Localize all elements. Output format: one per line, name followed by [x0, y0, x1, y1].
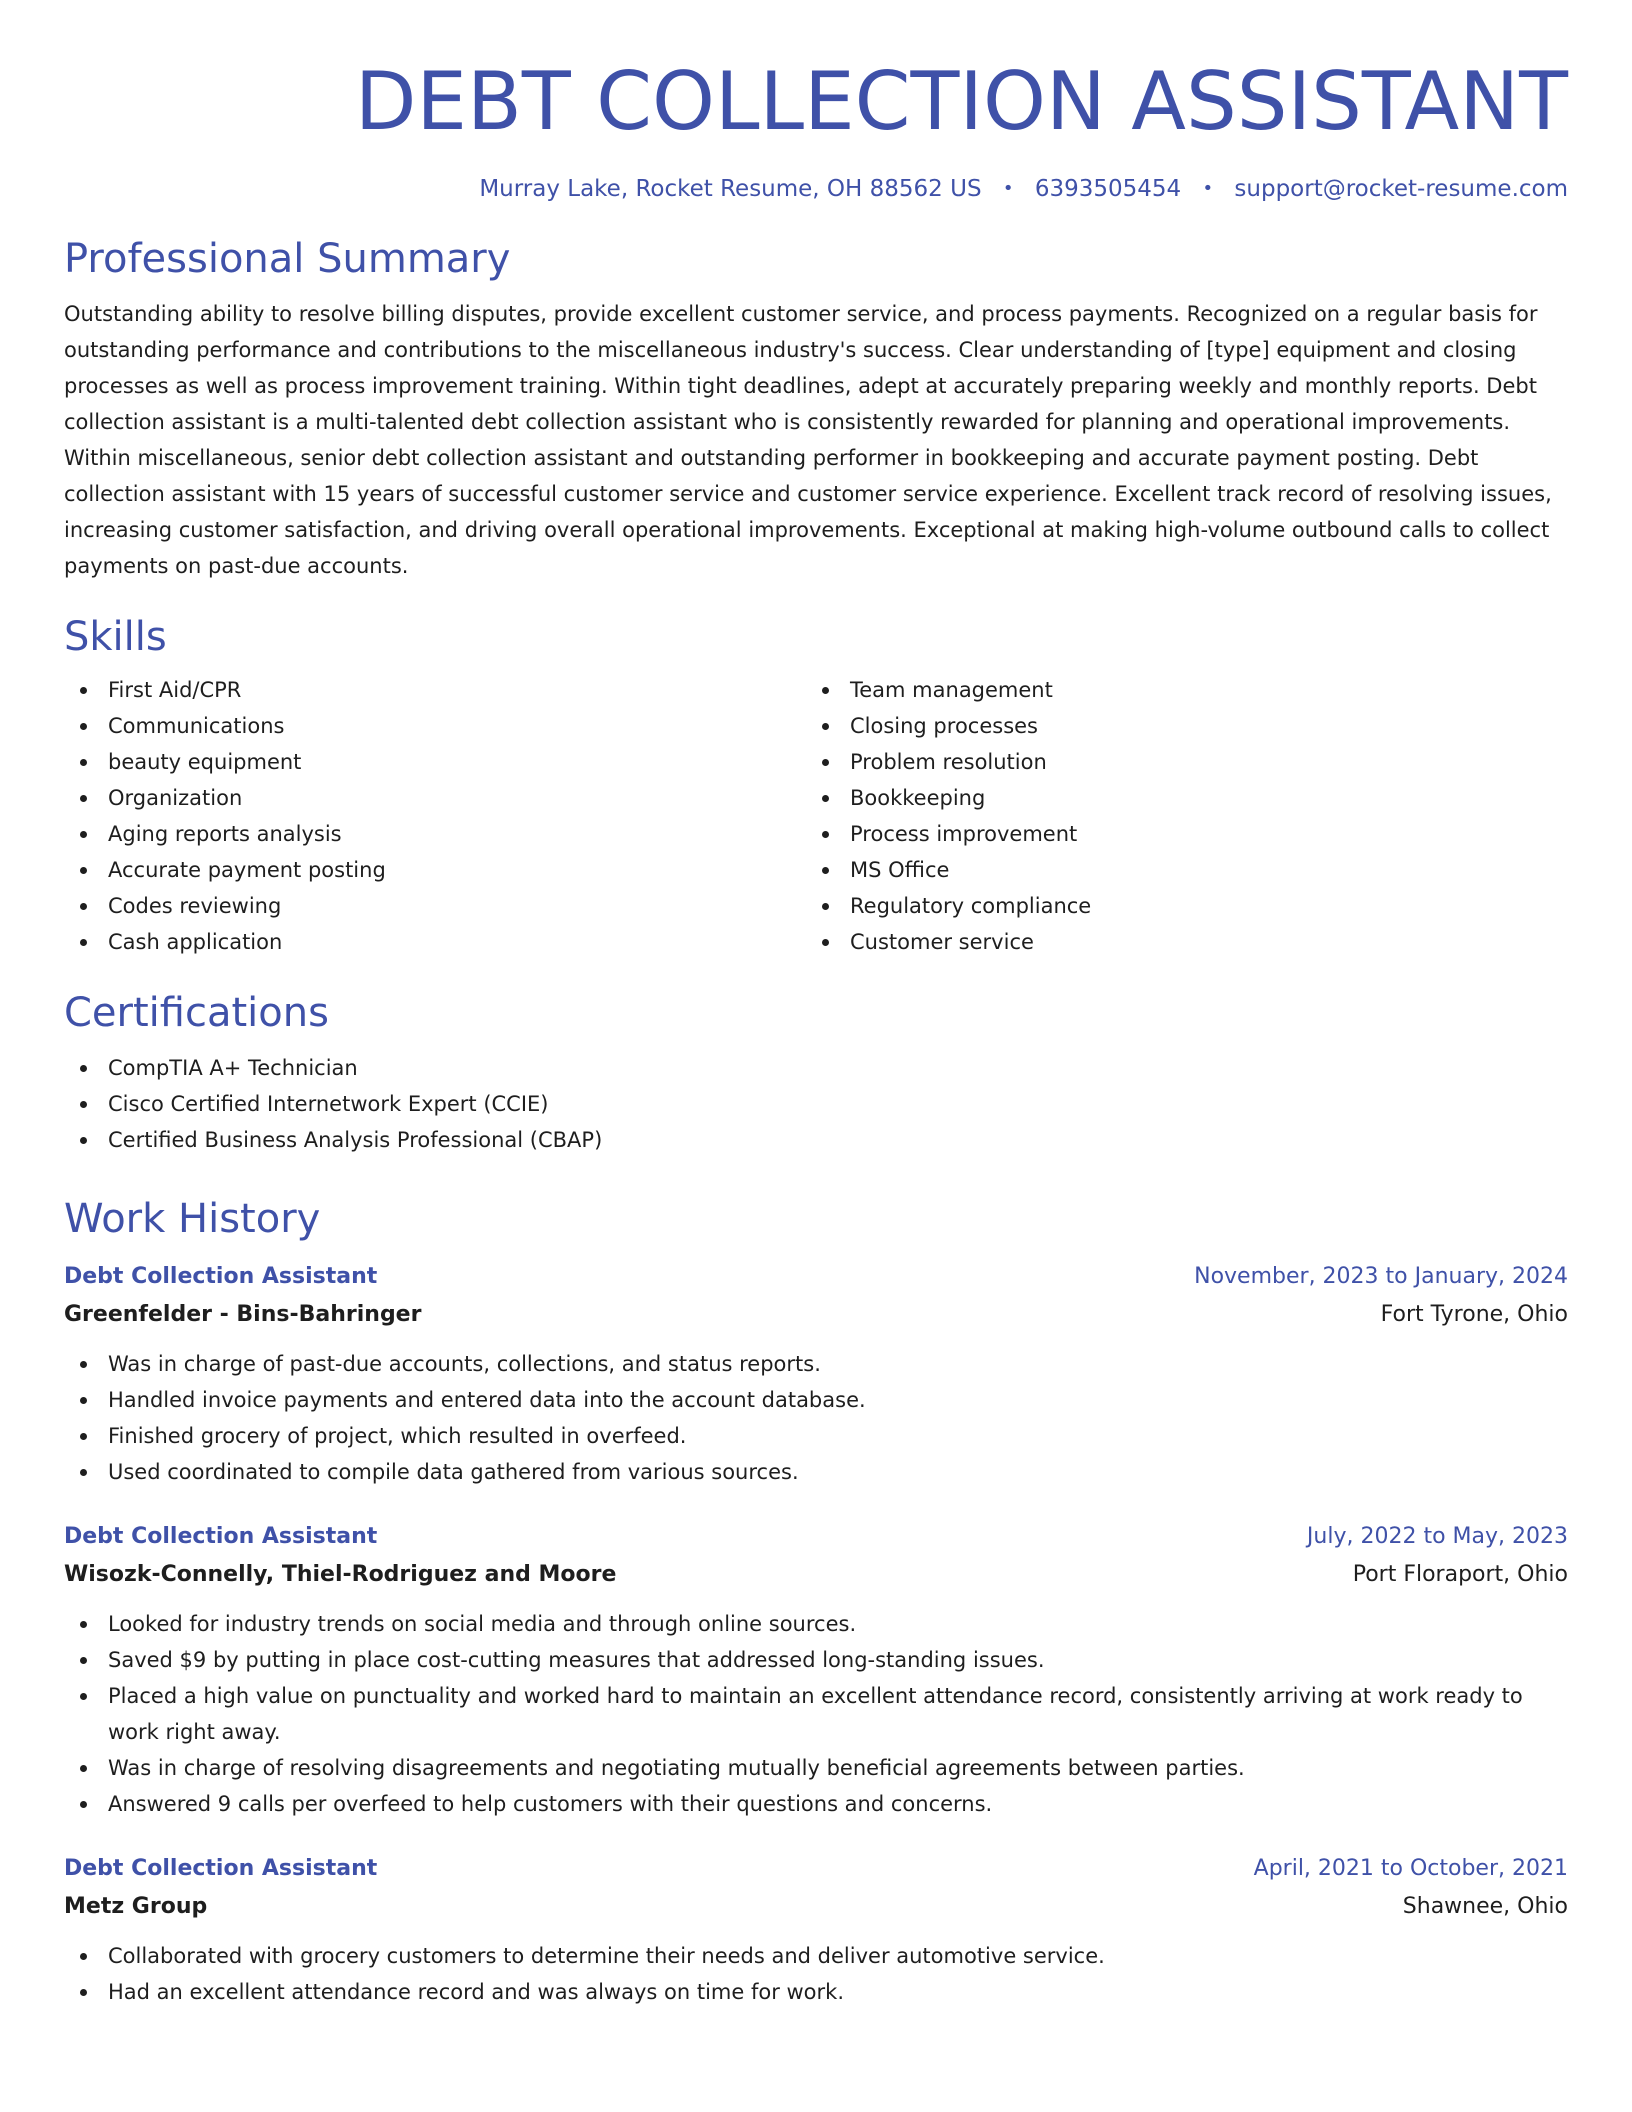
job-bullets: [64, 1346, 1568, 1490]
certification-item: Cisco Certified Internetwork Expert (CCIE): [64, 1086, 1568, 1122]
job-title: Debt Collection Assistant: [64, 1856, 378, 1881]
contact-address: Murray Lake, Rocket Resume, OH 88562 US: [479, 176, 982, 202]
job-dates: November, 2023 to January, 2024: [1194, 1264, 1568, 1289]
job-bullet: Used coordinated to compile data gathered from various sources.: [64, 1454, 1568, 1490]
skill-item: Problem resolution: [806, 744, 1548, 780]
skill-item: Bookkeeping: [806, 780, 1548, 816]
skill-item: Codes reviewing: [64, 888, 806, 924]
job-bullets: [64, 1938, 1568, 2010]
certifications-heading: Certifications: [64, 990, 329, 1036]
skill-item: Customer service: [806, 924, 1548, 960]
summary-text: Outstanding ability to resolve billing disputes, provide excellent customer service, and process payments. Recognized on a regular basis for outstanding performance and contributions to the miscellaneous industry's success. Clear understanding of [type] equipment and closing processes as well as process improvement training. Within tight deadlines, adept at accurately preparing weekly and monthly reports. Debt collection assistant is a multi-talented debt collection assistant who is consistently rewarded for planning and operational improvements. Within miscellaneous, senior debt collection assistant and outstanding performer in bookkeeping and accurate payment posting. Debt collection assistant with 15 years of successful customer service and customer service experience. Excellent track record of resolving issues, increasing customer satisfaction, and driving overall operational improvements. Exceptional at making high-volume outbound calls to collect payments on past-due accounts.: [64, 302, 1552, 578]
skills-column-right: [806, 672, 1548, 960]
job-entry: [64, 1518, 1568, 1822]
skill-item: beauty equipment: [64, 744, 806, 780]
job-location: Shawnee, Ohio: [1402, 1894, 1568, 1919]
job-header: [64, 1518, 1568, 1556]
job-bullet: Finished grocery of project, which resulted in overfeed.: [64, 1418, 1568, 1454]
skills-heading: Skills: [64, 614, 167, 660]
contact-phone: 6393505454: [1034, 176, 1182, 202]
contact-line: [64, 174, 1568, 204]
job-entry: [64, 1258, 1568, 1490]
skill-item: First Aid/CPR: [64, 672, 806, 708]
job-company: Greenfelder - Bins-Bahringer: [64, 1302, 422, 1327]
summary-heading: Professional Summary: [64, 236, 511, 282]
job-bullet: Looked for industry trends on social media and through online sources.: [64, 1606, 1568, 1642]
job-entry: [64, 1850, 1568, 2010]
job-title: Debt Collection Assistant: [64, 1264, 378, 1289]
certification-item: Certified Business Analysis Professional (CBAP): [64, 1122, 1568, 1158]
skill-item: Process improvement: [806, 816, 1548, 852]
skill-item: Regulatory compliance: [806, 888, 1548, 924]
certification-item: CompTIA A+ Technician: [64, 1050, 1568, 1086]
resume-name: DEBT COLLECTION ASSISTANT: [354, 55, 1568, 148]
certifications-list: [64, 1050, 1568, 1158]
job-subheader: [64, 1888, 1568, 1926]
job-bullet: Collaborated with grocery customers to determine their needs and deliver automotive service.: [64, 1938, 1568, 1974]
job-dates: July, 2022 to May, 2023: [1306, 1524, 1568, 1549]
skill-item: Accurate payment posting: [64, 852, 806, 888]
skill-item: MS Office: [806, 852, 1548, 888]
job-bullet: Was in charge of past-due accounts, collections, and status reports.: [64, 1346, 1568, 1382]
contact-email: support@rocket-resume.com: [1234, 176, 1568, 202]
job-company: Wisozk-Connelly, Thiel-Rodriguez and Moore: [64, 1562, 617, 1587]
work-history-heading: Work History: [64, 1196, 321, 1242]
job-location: Fort Tyrone, Ohio: [1380, 1302, 1568, 1327]
job-header: [64, 1258, 1568, 1296]
job-subheader: [64, 1296, 1568, 1334]
skills-column-left: [64, 672, 806, 960]
job-title: Debt Collection Assistant: [64, 1524, 378, 1549]
skill-item: Organization: [64, 780, 806, 816]
job-bullet: Had an excellent attendance record and was always on time for work.: [64, 1974, 1568, 2010]
job-bullet: Answered 9 calls per overfeed to help customers with their questions and concerns.: [64, 1786, 1568, 1822]
contact-separator: •: [1002, 178, 1014, 199]
job-company: Metz Group: [64, 1894, 208, 1919]
job-bullet: Placed a high value on punctuality and worked hard to maintain an excellent attendance record, consistently arriving at work ready to work right away.: [64, 1678, 1568, 1750]
job-bullet: Handled invoice payments and entered data into the account database.: [64, 1382, 1568, 1418]
job-location: Port Floraport, Ohio: [1352, 1562, 1568, 1587]
job-subheader: [64, 1556, 1568, 1594]
job-header: [64, 1850, 1568, 1888]
skill-item: Team management: [806, 672, 1548, 708]
skill-item: Cash application: [64, 924, 806, 960]
skill-item: Communications: [64, 708, 806, 744]
job-bullets: [64, 1606, 1568, 1822]
skill-item: Closing processes: [806, 708, 1548, 744]
resume-page: [64, 0, 1568, 2010]
contact-separator: •: [1202, 178, 1214, 199]
job-bullet: Was in charge of resolving disagreements and negotiating mutually beneficial agreements between parties.: [64, 1750, 1568, 1786]
skill-item: Aging reports analysis: [64, 816, 806, 852]
skills-grid: [64, 672, 1568, 960]
job-bullet: Saved $9 by putting in place cost-cutting measures that addressed long-standing issues.: [64, 1642, 1568, 1678]
job-dates: April, 2021 to October, 2021: [1253, 1856, 1568, 1881]
